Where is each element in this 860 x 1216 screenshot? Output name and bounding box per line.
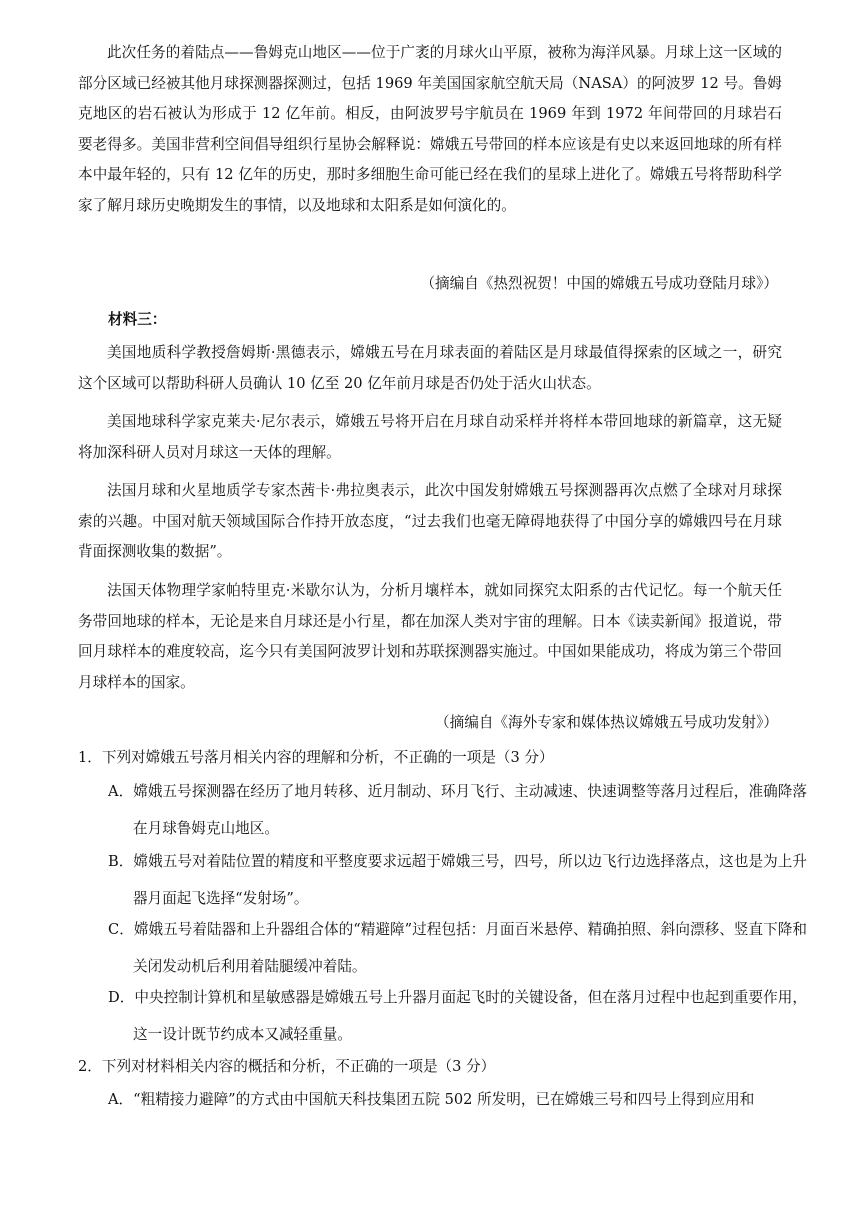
question-1-option-d: D．中央控制计算机和星敏感器是嫦娥五号上升器月面起飞时的关键设备，但在落月过程中也起到重要作用，这一设计既节约成本又减轻重量。 <box>108 989 807 1043</box>
question-1-option-a: A．嫦娥五号探测器在经历了地月转移、近月制动、环月飞行、主动减速、快速调整等落月过程后，准确降落在月球鲁姆克山地区。 <box>108 783 807 837</box>
material3-paragraph: 美国地球科学家克莱夫·尼尔表示，嫦娥五号将开启在月球自动采样并将样本带回地球的新篇章，这无疑将加深科研人员对月球这一天体的理解。 <box>78 413 782 461</box>
material2-source: （摘编自《热烈祝贺！中国的嫦娥五号成功登陆月球》） <box>420 275 778 292</box>
question-2-stem: 2．下列对材料相关内容的概括和分析，不正确的一项是（3 分） <box>78 1058 496 1075</box>
material3-paragraph: 法国天体物理学家帕特里克·米歇尔认为，分析月壤样本，就如同探究太阳系的古代记忆。每一个航天任务带回地球的样本，无论是来自月球还是小行星，都在加深人类对宇宙的理解。日本《读卖新闻》报道说，带回月球样本的难度较高，迄今只有美国阿波罗计划和苏联探测器实施过。中国如果能成功，将成为第三个带回月球样本的国家。 <box>78 582 782 691</box>
question-1-option-c: C．嫦娥五号着陆器和上升器组合体的“精避障”过程包括：月面百米悬停、精确拍照、斜向漂移、竖直下降和关闭发动机后利用着陆腿缓冲着陆。 <box>108 921 807 975</box>
material2-paragraph: 此次任务的着陆点——鲁姆克山地区——位于广袤的月球火山平原，被称为海洋风暴。月球上这一区域的部分区域已经被其他月球探测器探测过，包括 1969 年美国国家航空航天局（NASA）的阿波罗 12 号。鲁姆克地区的岩石被认为形成于 12 亿年前。相反，由阿波罗号宇航员在 1969 年到 1972 年间带回的月球岩石要老得多。美国非营利空间倡导组织行星协会解释说：嫦娥五号带回的样本应该是有史以来返回地球的所有样本中最年轻的，只有 12 亿年的历史，那时多细胞生命可能已经在我们的星球上进化了。嫦娥五号将帮助科学家了解月球历史晚期发生的事情，以及地球和太阳系是如何演化的。 <box>78 44 782 214</box>
question-1-stem: 1．下列对嫦娥五号落月相关内容的理解和分析，不正确的一项是（3 分） <box>78 749 554 766</box>
material3-paragraph: 法国月球和火星地质学专家杰茜卡·弗拉奥表示，此次中国发射嫦娥五号探测器再次点燃了全球对月球探索的兴趣。中国对航天领域国际合作持开放态度，“过去我们也毫无障碍地获得了中国分享的嫦娥四号在月球背面探测收集的数据”。 <box>78 482 782 561</box>
material3-source: （摘编自《海外专家和媒体热议嫦娥五号成功发射》） <box>435 714 778 731</box>
question-1-option-b: B．嫦娥五号对着陆位置的精度和平整度要求远超于嫦娥三号，四号，所以边飞行边选择落点，这也是为上升器月面起飞选择“发射场”。 <box>108 853 807 907</box>
material3-heading: 材料三： <box>108 311 167 328</box>
question-2-option-a: A．“粗精接力避障”的方式由中国航天科技集团五院 502 所发明，已在嫦娥三号和四号上得到应用和 <box>108 1091 755 1108</box>
material3-paragraph: 美国地质科学教授詹姆斯·黑德表示，嫦娥五号在月球表面的着陆区是月球最值得探索的区域之一，研究这个区域可以帮助科研人员确认 10 亿至 20 亿年前月球是否仍处于活火山状态。 <box>78 344 782 392</box>
